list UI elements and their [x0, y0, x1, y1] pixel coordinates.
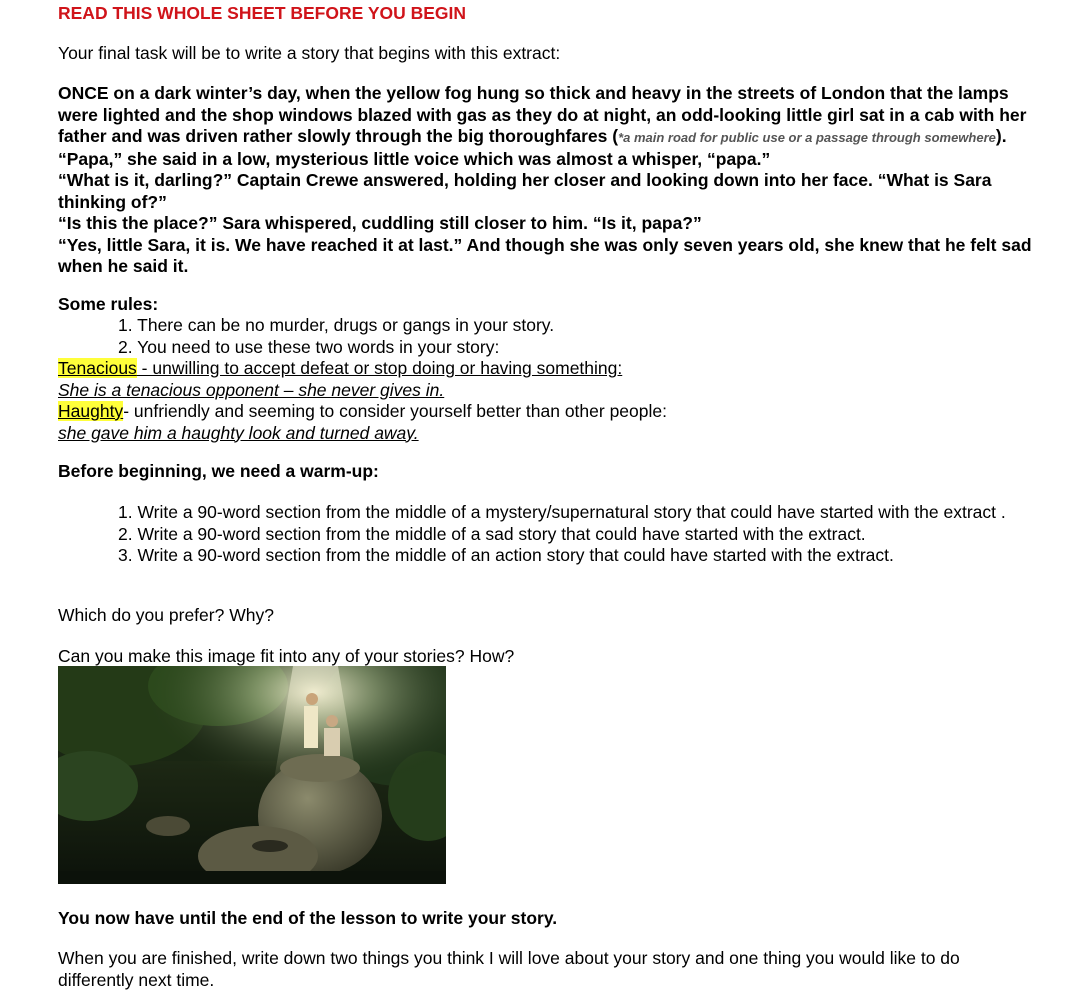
closing-instruction: When you are finished, write down two things you think I will love about your story and one thing you would like to do differently next time. — [58, 948, 960, 990]
rule-item: 1. There can be no murder, drugs or gangs in your story. — [118, 315, 555, 335]
word-tenacious-term: Tenacious — [58, 358, 137, 378]
rules-list — [118, 315, 554, 358]
image-question: Can you make this image fit into any of your stories? How? — [58, 646, 515, 666]
extract-paragraph-1: ONCE on a dark winter’s day, when the yellow fog hung so thick and heavy in the streets of London that the lamps were lighted and the shop windows blazed with gas as they do at night, an odd-looking little girl sat in a cab with her father and was driven rather slowly through the big thoroughfares (*a main road for public use or a passage through somewhere). — [58, 83, 1027, 146]
vocabulary — [58, 358, 667, 444]
word-tenacious — [58, 358, 667, 380]
thoroughfare-note: *a main road for public use or a passage through somewhere — [618, 130, 996, 145]
extract-line-3: “What is it, darling?” Captain Crewe answered, holding her closer and looking down into her face. “What is Sara thinking of?” — [58, 170, 992, 212]
jungle-buddha-illustration — [58, 666, 446, 884]
extract-line-5: “Yes, little Sara, it is. We have reached it at last.” And though she was only seven years old, she knew that he felt sad when he said it. — [58, 234, 1032, 276]
warmup-item: 1. Write a 90-word section from the middle of a mystery/supernatural story that could have started with the extract . — [118, 502, 1006, 522]
intro-text: Your final task will be to write a story that begins with this extract: — [58, 43, 561, 63]
warmup-list — [118, 502, 1058, 567]
sheet-heading: READ THIS WHOLE SHEET BEFORE YOU BEGIN — [58, 3, 467, 23]
story-extract — [58, 83, 1038, 278]
word-haughty — [58, 401, 667, 423]
word-tenacious-example: She is a tenacious opponent – she never gives in. — [58, 379, 445, 400]
warmup-item: 3. Write a 90-word section from the middle of an action story that could have started with the extract. — [118, 545, 894, 565]
prefer-question: Which do you prefer? Why? — [58, 605, 274, 625]
word-haughty-definition: - unfriendly and seeming to consider yourself better than other people: — [123, 401, 667, 421]
rules-title: Some rules: — [58, 294, 159, 314]
final-instruction: You now have until the end of the lesson to write your story. — [58, 908, 558, 928]
extract-line-4: “Is this the place?” Sara whispered, cuddling still closer to him. “Is it, papa?” — [58, 213, 702, 233]
word-haughty-example: she gave him a haughty look and turned away. — [58, 422, 419, 443]
word-haughty-term: Haughty — [58, 401, 124, 421]
warmup-title: Before beginning, we need a warm-up: — [58, 461, 379, 481]
word-tenacious-definition: - unwilling to accept defeat or stop doing or having something: — [136, 358, 623, 378]
warmup-item: 2. Write a 90-word section from the middle of a sad story that could have started with the extract. — [118, 523, 866, 544]
rule-item: 2. You need to use these two words in your story: — [118, 336, 500, 357]
extract-line-2: “Papa,” she said in a low, mysterious little voice which was almost a whisper, “papa.” — [58, 148, 771, 169]
story-prompt-image — [58, 666, 446, 884]
